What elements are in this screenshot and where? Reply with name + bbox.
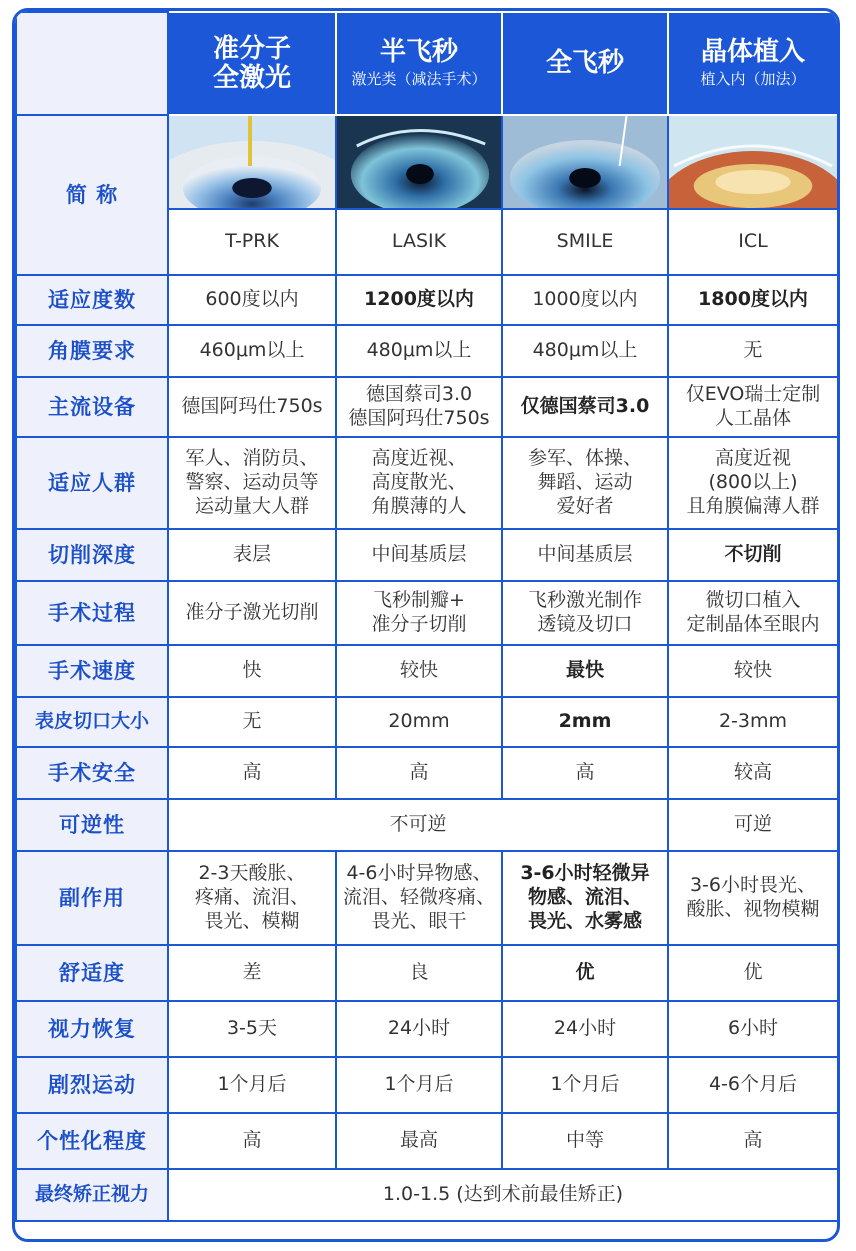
header-title-line: 半飞秒 [379,37,458,68]
cell-line: 高度近视、 [371,447,467,470]
data-cell [502,697,668,747]
data-rows-a [16,275,838,799]
data-cell [502,645,668,697]
data-cell [668,1113,838,1169]
header-smile [502,12,668,115]
eye-image-icl [668,115,838,209]
row-label: 适应人群 [16,437,168,529]
cell-line: 流泪、轻微疼痛、 [342,886,495,909]
header-corner [16,12,168,115]
data-cell [668,945,838,1001]
data-cell [336,325,502,377]
cell-line: 参军、体操、 [527,447,642,470]
final-row [16,1169,838,1221]
header-title-line: 全激光 [212,62,291,93]
abbr-cell: SMILE [502,209,668,275]
data-cell [668,275,838,325]
data-row [16,747,838,799]
cell-line: 高 [575,761,595,784]
header-title-line: 全飞秒 [545,48,624,79]
cell-line: 最快 [565,659,604,682]
cell-line: 24小时 [553,1017,617,1040]
data-cell [502,275,668,325]
data-cell [336,1113,502,1169]
data-cell [168,697,336,747]
cell-line: 高 [743,1129,763,1152]
cell-line: 1800度以内 [698,288,808,311]
data-cell [668,377,838,437]
cell-line: 快 [242,659,262,682]
data-cell [502,325,668,377]
abbr-cell: T-PRK [168,209,336,275]
data-cell [336,697,502,747]
row-label: 表皮切口大小 [16,697,168,747]
data-cell [668,851,838,945]
data-cell [502,581,668,645]
cell-line: 1200度以内 [364,288,474,311]
data-cell [668,1001,838,1057]
final-value: 1.0-1.5 (达到术前最佳矫正) [168,1169,838,1221]
cell-line: 2-3天酸胀、 [198,862,306,885]
cell-line: 飞秒激光制作 [527,589,642,612]
data-row [16,1057,838,1113]
cell-line: 高度散光、 [371,471,467,494]
cell-line: 运动量大人群 [194,494,309,517]
row-label: 副作用 [16,851,168,945]
row-label-final: 最终矫正视力 [16,1169,168,1221]
cell-line: 较高 [733,761,772,784]
data-cell [502,945,668,1001]
cell-line: 定制晶体至眼内 [686,613,820,635]
data-row [16,275,838,325]
row-label: 视力恢复 [16,1001,168,1057]
cell-line: 畏光、眼干 [371,909,467,932]
data-cell [168,581,336,645]
cell-line: 2mm [558,710,612,733]
cell-line: 角膜薄的人 [371,494,467,517]
cell-line: 德国蔡司3.0 [365,383,473,406]
header-title-line: 晶体植入 [700,37,805,68]
data-row [16,1001,838,1057]
cell-line: 高 [242,1129,262,1152]
cell-line: 且角膜偏薄人群 [686,494,820,517]
comparison-table-frame [12,8,840,1242]
cell-line: 4-6小时异物感、 [346,862,492,885]
data-cell [502,851,668,945]
data-cell [668,581,838,645]
data-row [16,581,838,645]
cell-line: 准分子切削 [371,613,467,635]
header-row [16,12,838,115]
cell-line: 2-3mm [718,710,788,733]
data-cell [168,747,336,799]
cell-line: 最高 [399,1129,438,1152]
cell-line: 1个月后 [217,1073,287,1096]
row-label: 主流设备 [16,377,168,437]
cell-line: 中间基质层 [537,543,633,566]
eye-image-lasik [336,115,502,209]
data-cell [668,529,838,581]
abbr-cell: LASIK [336,209,502,275]
header-subtitle: 植入内（加法） [700,69,806,88]
cell-line: 透镜及切口 [537,613,633,635]
data-cell [336,1001,502,1057]
cell-line: 微切口植入 [705,589,801,612]
reversibility-row [16,799,838,851]
row-label-abbr: 简 称 [16,115,168,275]
cell-line: 酸胀、视物模糊 [686,898,820,920]
cell-line: 不切削 [724,543,782,566]
cell-line: 高 [409,761,429,784]
cell-line: 疼痛、流泪、 [194,886,309,909]
eye-image-t-prk [168,115,336,209]
data-cell [336,529,502,581]
cell-line: 1000度以内 [532,288,638,311]
row-label: 手术过程 [16,581,168,645]
data-cell [502,1001,668,1057]
data-cell [168,945,336,1001]
cell-line: 德国阿玛仕750s [348,407,490,429]
cell-line: 600度以内 [205,288,299,311]
cell-line: 人工晶体 [714,407,791,429]
data-cell [502,1057,668,1113]
data-cell [168,529,336,581]
cell-line: 3-6小时畏光、 [689,874,817,897]
data-cell [668,1057,838,1113]
header-lasik [336,12,502,115]
data-row [16,529,838,581]
cell-line: 较快 [399,659,438,682]
cell-line: 高度近视 [714,447,791,470]
data-cell [168,645,336,697]
surgery-comparison-table [15,11,839,1222]
data-cell [336,437,502,529]
data-cell [668,697,838,747]
header-title-line: 准分子 [212,33,291,64]
cell-line: 460μm以上 [199,339,305,362]
cell-line: 优 [743,961,763,984]
cell-line: 差 [242,961,262,984]
data-row [16,437,838,529]
cell-line: 480μm以上 [532,339,638,362]
cell-line: 中间基质层 [371,543,467,566]
data-cell [168,1057,336,1113]
data-row [16,1113,838,1169]
data-cell [668,325,838,377]
data-row [16,325,838,377]
cell-line: 较快 [733,659,772,682]
cell-line: 1个月后 [384,1073,454,1096]
header-t-prk [168,12,336,115]
row-label: 手术安全 [16,747,168,799]
header-subtitle: 激光类（减法手术） [351,69,487,88]
data-row [16,377,838,437]
cell-line: 仅EVO瑞士定制 [685,383,821,406]
data-cell [336,1057,502,1113]
cell-line: 警察、运动员等 [185,471,319,494]
cell-line: 爱好者 [556,494,614,517]
data-cell [668,645,838,697]
header-icl [668,12,838,115]
cell-line: 高 [242,761,262,784]
data-cell [336,275,502,325]
data-row [16,851,838,945]
data-cell [336,377,502,437]
row-label: 切削深度 [16,529,168,581]
reversibility-laser: 不可逆 [168,799,668,851]
row-label: 手术速度 [16,645,168,697]
data-row [16,645,838,697]
data-cell [168,851,336,945]
data-cell [668,437,838,529]
data-cell [336,645,502,697]
cell-line: 1个月后 [550,1073,620,1096]
data-cell [502,747,668,799]
cell-line: 畏光、模糊 [204,909,300,932]
data-row [16,945,838,1001]
data-cell [168,437,336,529]
row-label: 适应度数 [16,275,168,325]
row-label-reversibility: 可逆性 [16,799,168,851]
data-cell [336,747,502,799]
data-cell [668,747,838,799]
cell-line: 军人、消防员、 [185,447,319,470]
cell-line: 20mm [388,710,450,733]
cell-line: 6小时 [727,1017,779,1040]
cell-line: 仅德国蔡司3.0 [520,395,650,418]
data-cell [502,529,668,581]
cell-line: 准分子激光切削 [185,601,319,624]
data-cell [168,1113,336,1169]
data-cell [336,945,502,1001]
data-cell [336,851,502,945]
image-row [16,115,838,209]
cell-line: 中等 [565,1129,604,1152]
data-cell [168,1001,336,1057]
row-label: 个性化程度 [16,1113,168,1169]
eye-image-smile [502,115,668,209]
data-cell [502,437,668,529]
cell-line: 无 [743,339,763,362]
cell-line: 优 [575,961,595,984]
cell-line: 无 [242,710,262,733]
data-cell [502,377,668,437]
cell-line: 3-5天 [226,1017,278,1040]
cell-line: (800以上) [708,471,798,494]
row-label: 舒适度 [16,945,168,1001]
cell-line: 畏光、水雾感 [527,909,642,932]
data-row [16,697,838,747]
reversibility-icl: 可逆 [668,799,838,851]
row-label: 角膜要求 [16,325,168,377]
cell-line: 4-6个月后 [708,1073,798,1096]
row-label: 剧烈运动 [16,1057,168,1113]
cell-line: 480μm以上 [366,339,472,362]
cell-line: 飞秒制瓣+ [373,589,465,612]
cell-line: 物感、流泪、 [527,886,642,909]
data-cell [168,275,336,325]
cell-line: 表层 [232,543,271,566]
cell-line: 3-6小时轻微异 [520,862,650,885]
data-cell [502,1113,668,1169]
data-cell [168,377,336,437]
data-cell [336,581,502,645]
cell-line: 24小时 [387,1017,451,1040]
cell-line: 良 [409,961,429,984]
abbr-cell: ICL [668,209,838,275]
cell-line: 舞蹈、运动 [537,471,633,494]
cell-line: 德国阿玛仕750s [181,395,323,418]
data-rows-b [16,851,838,1169]
data-cell [168,325,336,377]
